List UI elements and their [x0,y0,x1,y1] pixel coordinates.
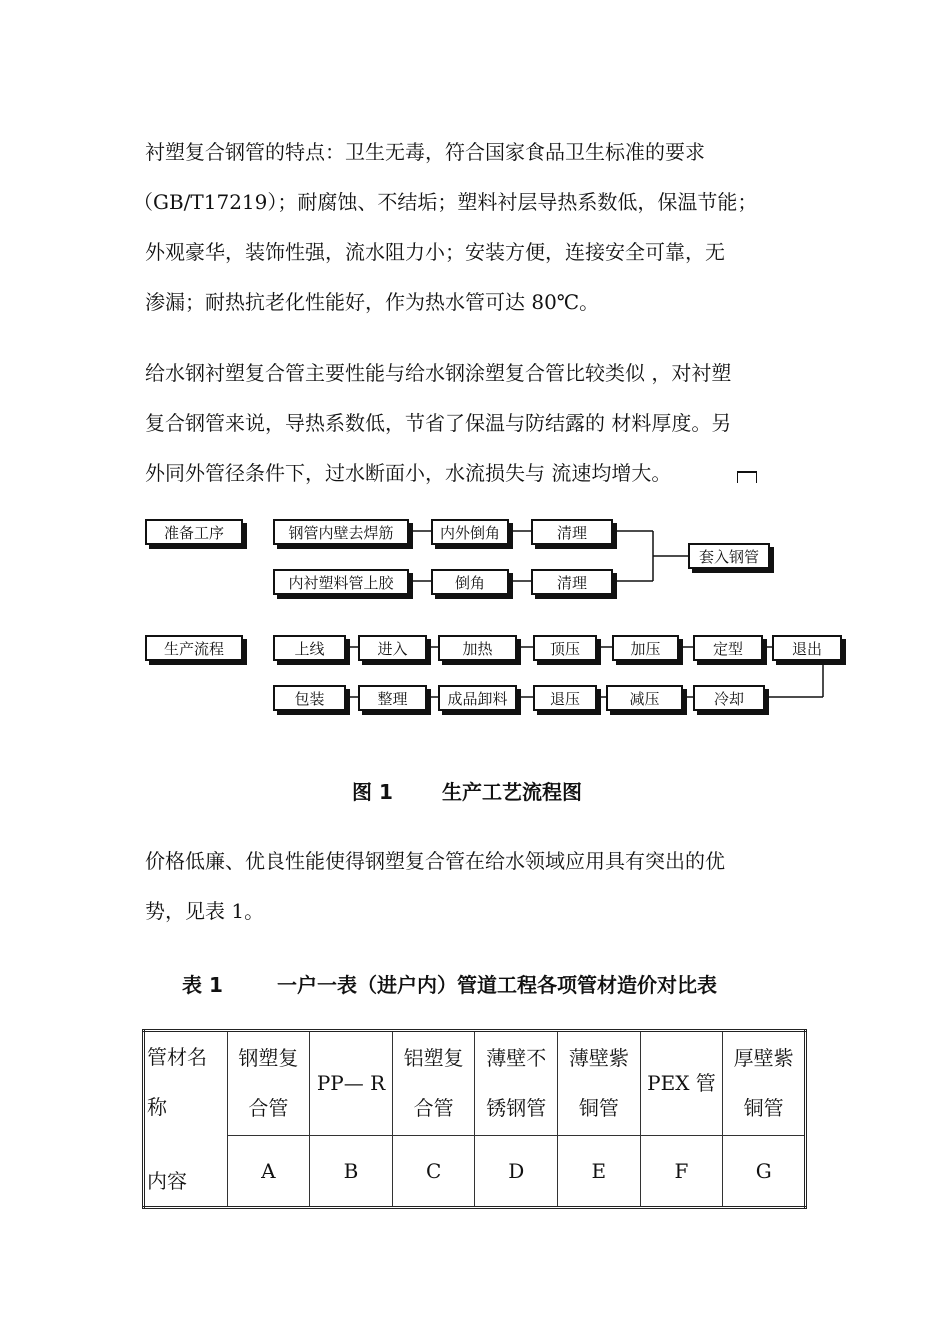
text-line: 外观豪华，装饰性强，流水阻力小；安装方便，连接安全可靠，无 [145,240,725,264]
table-cell: E [558,1135,641,1207]
flow-step-depressurize: 减压 [606,685,683,711]
prep-process-label: 准备工序 [145,519,243,545]
table-caption [182,969,717,998]
figure-caption [352,776,582,805]
paragraph-mark-icon [737,471,757,483]
flow-step-online: 上线 [273,635,346,661]
table-header-cell: 厚壁紫 铜管 [723,1031,806,1136]
flow-step-insert-steel-pipe: 套入钢管 [688,543,770,569]
flow-step-chamfer: 倒角 [431,569,509,595]
text-line: 外同外管径条件下，过水断面小，水流损失与 流速均增大。 [145,461,672,485]
flow-step-pressurize: 加压 [612,635,679,661]
row-label-cell [144,1031,228,1208]
text-line: 势，见表 1。 [145,899,265,923]
table-cell: F [640,1135,723,1207]
table-header-row [144,1031,806,1136]
table-header-cell: 薄壁紫 铜管 [558,1031,641,1136]
table-header-cell: 薄壁不 锈钢管 [475,1031,558,1136]
header-label: 管材名 [147,1045,207,1069]
table-number: 表 1 [182,973,223,997]
figure-title: 生产工艺流程图 [442,780,582,804]
flow-step-top-press: 顶压 [533,635,597,661]
table-header-cell: PP— R [310,1031,393,1136]
header-label-cont: 称 [147,1095,167,1119]
table-cell: D [475,1135,558,1207]
flow-step-chamfer-inner-outer: 内外倒角 [431,519,509,545]
production-process-label: 生产流程 [145,635,243,661]
flow-step-weld-rib-removal: 钢管内壁去焊筋 [273,519,409,545]
table-header-cell: 铝塑复 合管 [392,1031,475,1136]
text-line: 价格低廉、优良性能使得钢塑复合管在给水领域应用具有突出的优 [145,849,725,873]
text-line: 衬塑复合钢管的特点：卫生无毒，符合国家食品卫生标准的要求 [145,140,705,164]
flow-step-arrange: 整理 [358,685,427,711]
flow-step-release-press: 退压 [533,685,597,711]
table-cell: C [392,1135,475,1207]
flow-step-unload-product: 成品卸料 [438,685,517,711]
table-cell: B [310,1135,393,1207]
flow-step-clean-1: 清理 [531,519,613,545]
paragraph-price-advantage [145,836,825,936]
flow-step-cool: 冷却 [693,685,765,711]
figure-number: 图 1 [352,780,393,804]
table-header-cell: PEX 管 [640,1031,723,1136]
table-cell: G [723,1135,806,1207]
table-title: 一户一表（进户内）管道工程各项管材造价对比表 [277,973,717,997]
flow-step-heat: 加热 [438,635,517,661]
table-header-cell: 钢塑复 合管 [227,1031,310,1136]
table-cell: A [227,1135,310,1207]
text-line: 给水钢衬塑复合管主要性能与给水钢涂塑复合管比较类似 ，对衬塑 [145,361,732,385]
flow-step-enter: 进入 [358,635,427,661]
flow-step-glue-liner: 内衬塑料管上胶 [273,569,409,595]
flow-step-shape: 定型 [693,635,763,661]
flow-step-package: 包装 [273,685,346,711]
flow-step-exit: 退出 [772,635,842,661]
text-line: （GB/T17219）；耐腐蚀、不结垢；塑料衬层导热系数低，保温节能； [133,190,758,214]
table-row [144,1135,806,1207]
pipe-cost-comparison-table [142,1029,807,1209]
paragraph-lined-steel-pipe-features [133,127,825,327]
text-line: 复合钢管来说，导热系数低，节省了保温与防结露的 材料厚度。另 [145,411,732,435]
content-label: 内容 [147,1169,187,1193]
text-line: 渗漏；耐热抗老化性能好，作为热水管可达 80℃。 [145,290,600,314]
flow-step-clean-2: 清理 [531,569,613,595]
paragraph-performance-comparison [145,348,825,498]
